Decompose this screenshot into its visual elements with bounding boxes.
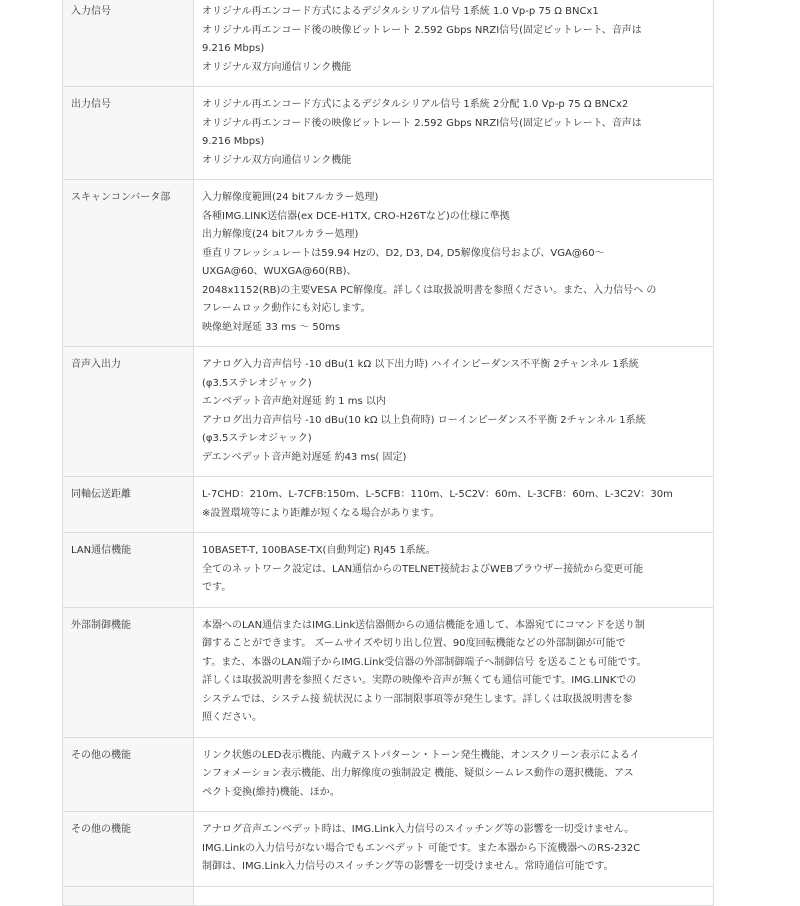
spec-value-line: 御することができます。 ズームサイズや切り出し位置、90度回転機能などの外部制御が可能で bbox=[202, 638, 626, 649]
spec-value-line: オリジナル再エンコード方式によるデジタルシリアル信号 1系統 1.0 Vp-p 75 Ω BNCx1 bbox=[202, 6, 599, 17]
spec-value-line: 全てのネットワーク設定は、LAN通信からのTELNET接続およびWEBブラウザー接続から変更可能 bbox=[202, 563, 644, 575]
spec-value-line: アナログ出力音声信号 -10 dBu(10 kΩ 以上負荷時) ローインピーダンス不平衡 2チャンネル 1系統 bbox=[202, 414, 646, 426]
spec-label: その他の機能 bbox=[63, 812, 194, 887]
spec-value bbox=[194, 87, 714, 180]
spec-row bbox=[63, 0, 714, 87]
spec-value bbox=[194, 812, 714, 887]
spec-value-line: IMG.Linkの入力信号がない場合でもエンベデット 可能です。また本器から下流機器へのRS-232C bbox=[202, 842, 641, 854]
spec-row bbox=[63, 87, 714, 180]
spec-value-line: 照ください。 bbox=[202, 712, 262, 723]
spec-value-line: オリジナル双方向通信リンク機能 bbox=[202, 61, 352, 73]
spec-label: 同軸伝送距離 bbox=[63, 477, 194, 533]
spec-value-line: 入力解像度範囲(24 bitフルカラー処理) bbox=[202, 192, 379, 203]
spec-value-line: (φ3.5ステレオジャック) bbox=[202, 377, 312, 389]
spec-value-line: 詳しくは取扱説明書を参照ください。実際の映像や音声が無くても通信可能です。IMG.LINKでの bbox=[202, 675, 637, 686]
spec-value-line: (φ3.5ステレオジャック) bbox=[202, 433, 312, 444]
spec-value-line: 本器へのLAN通信またはIMG.Link送信器側からの通信機能を通して、本器宛てにコマンドを送り制 bbox=[202, 619, 645, 631]
spec-value bbox=[194, 180, 714, 347]
spec-label: スキャンコンバータ部 bbox=[63, 180, 194, 347]
spec-value-line: システムでは、システム接 続状況により一部制限事項等が発生します。詳しくは取扱説明書を参 bbox=[202, 693, 633, 705]
spec-label bbox=[63, 886, 194, 905]
spec-row bbox=[63, 347, 714, 477]
spec-value-line: オリジナル再エンコード方式によるデジタルシリアル信号 1系統 2分配 1.0 Vp-p 75 Ω BNCx2 bbox=[202, 99, 629, 110]
spec-value-line: L-7CHD：210m、L-7CFB:150m、L-5CFB：110m、L-5C2V：60m、L-3CFB：60m、L-3C2V：30m bbox=[202, 489, 673, 500]
spec-label: 外部制御機能 bbox=[63, 607, 194, 737]
spec-value-line: です。 bbox=[202, 582, 232, 593]
spec-row bbox=[63, 737, 714, 812]
spec-value-line: 各種IMG.LINK送信器(ex DCE-H1TX, CRO-H26Tなど)の仕様に準拠 bbox=[202, 210, 510, 222]
spec-row bbox=[63, 812, 714, 887]
spec-label: その他の機能 bbox=[63, 737, 194, 812]
spec-row bbox=[63, 533, 714, 608]
spec-value-line: エンベデット音声絶対遅延 約 1 ms 以内 bbox=[202, 396, 386, 407]
spec-value-line: 垂直リフレッシュレートは59.94 Hzの、D2, D3, D4, D5解像度信号および、VGA@60～ bbox=[202, 247, 605, 259]
spec-value-line: オリジナル再エンコード後の映像ビットレート 2.592 Gbps NRZI信号(固定ビットレート、音声は bbox=[202, 24, 642, 36]
spec-value bbox=[194, 347, 714, 477]
spec-value-line: 2048x1152(RB)の主要VESA PC解像度。詳しくは取扱説明書を参照ください。また、入力信号へ の bbox=[202, 284, 657, 296]
spec-row bbox=[63, 477, 714, 533]
spec-value bbox=[194, 533, 714, 608]
spec-table bbox=[62, 0, 714, 906]
spec-value-line: アナログ音声エンベデット時は、IMG.Link入力信号のスイッチング等の影響を一切受けません。 bbox=[202, 824, 635, 835]
spec-label: 音声入出力 bbox=[63, 347, 194, 477]
spec-label: 入力信号 bbox=[63, 0, 194, 87]
spec-row bbox=[63, 886, 714, 905]
spec-row bbox=[63, 180, 714, 347]
spec-value-line: アナログ入力音声信号 -10 dBu(1 kΩ 以下出力時) ハイインピーダンス不平衡 2チャンネル 1系統 bbox=[202, 359, 639, 370]
spec-value-line: す。また、本器のLAN端子からIMG.Link受信器の外部制御端子へ制御信号 を送ることも可能です。 bbox=[202, 656, 647, 668]
spec-value-line: デエンベデット音声絶対遅延 約43 ms( 固定) bbox=[202, 451, 407, 463]
spec-value-line: 制御は、IMG.Link入力信号のスイッチング等の影響を一切受けません。常時通信可能です。 bbox=[202, 861, 614, 872]
spec-value bbox=[194, 607, 714, 737]
spec-value-line: 9.216 Mbps) bbox=[202, 136, 265, 147]
spec-value bbox=[194, 0, 714, 87]
spec-value-line: オリジナル双方向通信リンク機能 bbox=[202, 154, 352, 166]
spec-value bbox=[194, 477, 714, 533]
spec-table-body bbox=[63, 0, 714, 905]
spec-value-line: 出力解像度(24 bitフルカラー処理) bbox=[202, 229, 359, 240]
spec-value-line: フレームロック動作にも対応します。 bbox=[202, 303, 371, 314]
spec-value-line: UXGA@60、WUXGA@60(RB)、 bbox=[202, 266, 357, 277]
spec-label: LAN通信機能 bbox=[63, 533, 194, 608]
spec-value-line: 10BASET-T, 100BASE-TX(自動判定) RJ45 1系統。 bbox=[202, 545, 436, 556]
spec-value-line: リンク状態のLED表示機能、内蔵テストパターン・トーン発生機能、オンスクリーン表示によるイ bbox=[202, 749, 640, 761]
spec-row bbox=[63, 607, 714, 737]
spec-value bbox=[194, 737, 714, 812]
spec-value bbox=[194, 886, 714, 905]
spec-value-line: ペクト変換(維持)機能、ほか。 bbox=[202, 786, 340, 798]
spec-label: 出力信号 bbox=[63, 87, 194, 180]
spec-value-line: ンフォメーション表示機能、出力解像度の強制設定 機能、疑似シームレス動作の選択機能、アス bbox=[202, 768, 634, 779]
spec-value-line: 9.216 Mbps) bbox=[202, 43, 265, 54]
spec-value-line: オリジナル再エンコード後の映像ビットレート 2.592 Gbps NRZI信号(固定ビットレート、音声は bbox=[202, 117, 642, 129]
spec-value-line: 映像絶対遅延 33 ms ～ 50ms bbox=[202, 321, 341, 333]
spec-value-line: ※設置環境等により距離が短くなる場合があります。 bbox=[202, 507, 440, 519]
